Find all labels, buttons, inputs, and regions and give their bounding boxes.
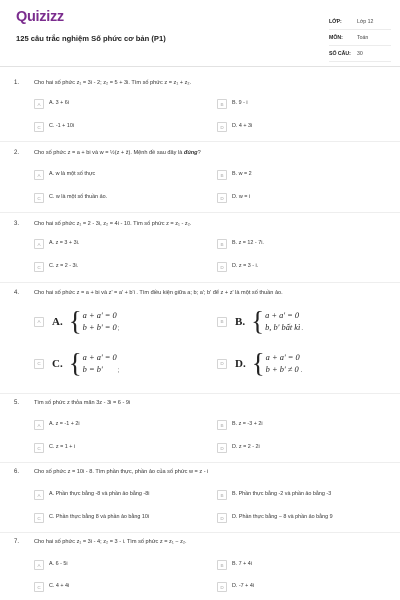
- option-text: D. Phần thực bằng − 8 và phần ảo bằng 9: [232, 514, 333, 520]
- option-letter: B: [217, 317, 227, 327]
- question-separator: [0, 212, 400, 213]
- brand-logo: Quizizz: [16, 9, 64, 25]
- option-label: C.: [52, 357, 63, 370]
- question-text-part: . Mệnh đề sau đây là: [130, 150, 184, 156]
- meta-row-subject: [329, 30, 391, 46]
- option-c[interactable]: [34, 122, 74, 132]
- option-a[interactable]: [34, 170, 95, 180]
- option-letter: D: [217, 359, 227, 369]
- option-c[interactable]: [34, 582, 69, 592]
- option-text: D. w = i: [232, 194, 251, 200]
- option-letter: D: [217, 122, 227, 132]
- option-letter: B: [217, 420, 227, 430]
- option-text: B. z = 12 - 7i.: [232, 240, 264, 246]
- option-c[interactable]: [34, 262, 78, 272]
- option-letter: D: [217, 513, 227, 523]
- option-letter: C: [34, 513, 44, 523]
- option-text: A. w là một số thực: [49, 171, 96, 177]
- option-d[interactable]: [217, 350, 302, 377]
- option-letter: C: [34, 582, 44, 592]
- option-d[interactable]: [217, 193, 250, 203]
- equation-system: [265, 310, 300, 334]
- question-number: 3.: [14, 221, 20, 227]
- question-separator: [0, 532, 400, 533]
- meta-value: Lớp 12: [357, 18, 374, 25]
- equation-line: b, b' bất kì: [265, 322, 301, 332]
- brace-icon: {: [68, 348, 82, 378]
- option-letter: A: [34, 99, 44, 109]
- question-number: 5.: [14, 400, 20, 406]
- option-letter: A: [34, 420, 44, 430]
- option-d[interactable]: [217, 513, 333, 523]
- option-d[interactable]: [217, 582, 254, 592]
- option-text: A. Phần thực bằng -8 và phần ảo bằng -8i: [49, 491, 150, 497]
- option-text: B. 7 + 4i: [232, 561, 252, 567]
- question-separator: [0, 282, 400, 283]
- option-d[interactable]: [217, 122, 252, 132]
- option-d[interactable]: [217, 262, 258, 272]
- brace-icon: {: [68, 306, 82, 336]
- meta-label: SỐ CÂU:: [329, 50, 351, 57]
- option-text: C. Phần thực bằng 8 và phần ảo bằng 10i: [49, 514, 150, 520]
- question-separator: [0, 462, 400, 463]
- option-letter: B: [217, 239, 227, 249]
- option-text: C. -1 + 10i: [49, 123, 75, 129]
- option-a[interactable]: [34, 490, 149, 500]
- option-c[interactable]: [34, 193, 107, 203]
- document-header: [0, 0, 400, 64]
- option-text: B. z = -3 + 2i: [232, 421, 263, 427]
- option-label: B.: [235, 315, 246, 328]
- option-b[interactable]: [217, 560, 252, 570]
- option-text: C. z = 2 - 3i.: [49, 263, 79, 269]
- option-letter: B: [217, 490, 227, 500]
- option-a[interactable]: [34, 420, 80, 430]
- document-title: 125 câu trắc nghiệm Số phức cơ bản (P1): [16, 34, 166, 43]
- option-text: D. z = 3 - i.: [232, 263, 259, 269]
- question-formula: ½(z + z̄): [110, 150, 131, 156]
- option-text: B. 9 - i: [232, 100, 248, 106]
- brace-icon: {: [251, 306, 265, 336]
- option-punctuation: .: [301, 326, 304, 332]
- option-d[interactable]: [217, 443, 260, 453]
- meta-value: Toán: [357, 34, 369, 41]
- question-number: 1.: [14, 80, 20, 86]
- option-a[interactable]: [34, 239, 79, 249]
- option-a[interactable]: [34, 560, 68, 570]
- option-c[interactable]: [34, 443, 75, 453]
- option-letter: C: [34, 122, 44, 132]
- option-a[interactable]: [34, 308, 119, 335]
- option-text: D. z = 2 - 2i: [232, 444, 260, 450]
- option-letter: D: [217, 443, 227, 453]
- option-letter: B: [217, 560, 227, 570]
- option-punctuation: ;: [117, 368, 120, 374]
- option-letter: A: [34, 170, 44, 180]
- question-separator: [0, 141, 400, 142]
- option-b[interactable]: [217, 239, 264, 249]
- question-text: Cho số phức z = 10i - 8. Tìm phần thực, phần ảo của số phức w = z - i: [34, 469, 209, 475]
- equation-system: [83, 352, 117, 376]
- option-b[interactable]: [217, 170, 252, 180]
- header-divider: [0, 66, 400, 67]
- option-letter: A: [34, 560, 44, 570]
- option-letter: C: [34, 359, 44, 369]
- meta-label: LỚP:: [329, 18, 342, 25]
- option-letter: C: [34, 262, 44, 272]
- option-punctuation: .: [300, 368, 303, 374]
- question-text: Cho hai số phức z₁ = 3i - 4; z₂ = 3 - i. Tìm số phức z = z₁ − z₂.: [34, 539, 187, 545]
- equation-line: a + a' = 0: [265, 310, 300, 320]
- option-text: D. 4 + 3i: [232, 123, 253, 129]
- brace-icon: {: [251, 348, 265, 378]
- option-text: A. 3 + 6i: [49, 100, 69, 106]
- option-text: A. 6 - 5i: [49, 561, 68, 567]
- equation-line: a + a' = 0: [265, 352, 300, 362]
- option-letter: D: [217, 193, 227, 203]
- option-letter: C: [34, 443, 44, 453]
- question-number: 7.: [14, 539, 20, 545]
- option-b[interactable]: [217, 308, 303, 335]
- equation-line: a + a' = 0: [82, 310, 117, 320]
- meta-table: [329, 14, 391, 62]
- option-text: A. z = -1 + 2i: [49, 421, 80, 427]
- question-text: Cho hai số phức z = a + bi và z' = a' + b'i . Tìm điều kiện giữa a; b; a'; b' để z + z' là một số thuần ảo.: [34, 290, 283, 296]
- question-text: Tìm số phức z thỏa mãn 3z - 3i = 6 - 9i: [34, 400, 131, 406]
- option-b[interactable]: [217, 99, 248, 109]
- option-letter: A: [34, 239, 44, 249]
- option-punctuation: ;: [117, 326, 120, 332]
- meta-value: 30: [357, 50, 363, 57]
- equation-system: [83, 310, 117, 334]
- option-label: D.: [235, 357, 246, 370]
- option-text: B. w = 2: [232, 171, 252, 177]
- option-a[interactable]: [34, 99, 69, 109]
- option-letter: B: [217, 99, 227, 109]
- question-emphasis: đúng: [183, 150, 198, 156]
- equation-line: b + b' = 0: [82, 322, 117, 332]
- option-letter: D: [217, 262, 227, 272]
- option-label: A.: [52, 315, 63, 328]
- option-letter: A: [34, 490, 44, 500]
- equation-line: b + b' ≠ 0: [265, 364, 299, 374]
- option-c[interactable]: [34, 513, 149, 523]
- question-number: 6.: [14, 469, 20, 475]
- question-text: Cho hai số phức z₁ = 3i - 2; z₂ = 5 + 3i. Tìm số phức z = z₁ + z₂.: [34, 80, 192, 86]
- question-text: [34, 150, 201, 156]
- option-letter: B: [217, 170, 227, 180]
- meta-row-count: [329, 46, 391, 62]
- meta-label: MÔN:: [329, 34, 343, 41]
- equation-system: [266, 352, 300, 376]
- question-text: Cho hai số phức z₁ = 2 - 3i, z₂ = 4i - 10. Tìm số phức z = z₁ - z₂.: [34, 221, 192, 227]
- option-letter: C: [34, 193, 44, 203]
- option-text: C. z = 1 + i: [49, 444, 76, 450]
- option-text: C. 4 + 4i: [49, 583, 70, 589]
- option-b[interactable]: [217, 420, 263, 430]
- option-text: C. w là một số thuần ảo.: [49, 194, 108, 200]
- option-text: A. z = 3 + 3i.: [49, 240, 80, 246]
- option-c[interactable]: [34, 350, 119, 377]
- option-b[interactable]: [217, 490, 331, 500]
- meta-row-class: [329, 14, 391, 30]
- option-letter: A: [34, 317, 44, 327]
- option-text: B. Phần thực bằng -2 và phần ảo bằng -3: [232, 491, 332, 497]
- question-number: 2.: [14, 150, 20, 156]
- question-number: 4.: [14, 290, 20, 296]
- question-separator: [0, 393, 400, 394]
- equation-line: b = b': [82, 364, 103, 374]
- question-text-part: Cho số phức z = a + bi và w =: [34, 150, 111, 156]
- equation-line: a + a' = 0: [82, 352, 117, 362]
- option-letter: D: [217, 582, 227, 592]
- option-text: D. -7 + 4i: [232, 583, 255, 589]
- question-text-part: ?: [197, 150, 201, 156]
